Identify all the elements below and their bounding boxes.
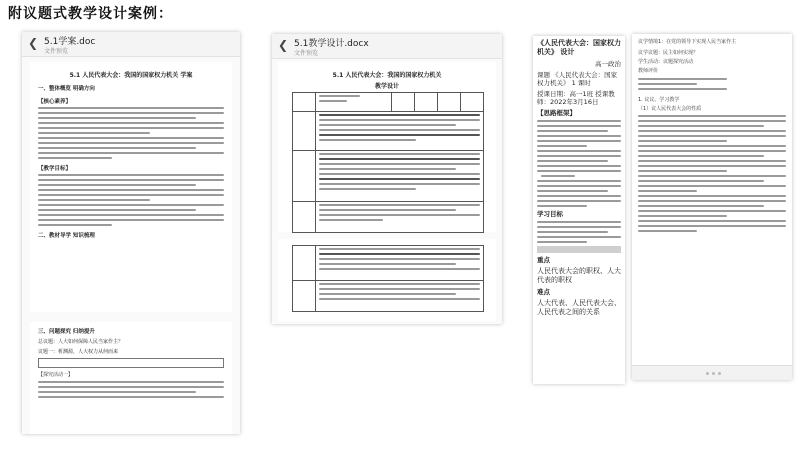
section-heading: 二、教材导学 知识梳理 — [38, 233, 95, 239]
preview-line: 学生活动：议题探究活动 — [638, 59, 694, 65]
file-subtitle: 文件预览 — [44, 48, 69, 55]
mobile-preview[interactable] — [632, 34, 792, 380]
design-table — [292, 92, 484, 233]
document-title: 5.1 人民代表大会：我国的国家权力机关 — [332, 72, 442, 79]
body-text — [638, 115, 786, 232]
page-heading: 附议题式教学设计案例： — [8, 6, 173, 22]
section-heading: 三、问题探究 归纳提升 — [38, 329, 95, 335]
chevron-left-icon[interactable]: ❮ — [278, 38, 289, 52]
key-points-heading: 重点 — [537, 256, 550, 264]
chevron-left-icon[interactable]: ❮ — [28, 36, 39, 50]
lesson-plan-preview[interactable] — [533, 36, 625, 384]
body-text — [638, 78, 786, 90]
section-heading: 1. 议议、学习教学 — [638, 97, 680, 103]
document-title: 《人民代表大会：国家权力机关》 设计 — [537, 39, 621, 56]
body-text — [38, 107, 224, 159]
body-text — [537, 120, 621, 207]
doc-preview-teaching-design[interactable] — [272, 34, 502, 324]
body-text — [38, 381, 224, 398]
answer-box — [38, 358, 224, 368]
doc-preview-study-plan[interactable] — [22, 32, 240, 434]
difficulty-heading: 难点 — [537, 288, 550, 296]
file-title: 5.1学案.doc — [44, 37, 96, 47]
preview-line: 议学情境1：在党的领导下实现人民当家作主 — [638, 39, 737, 45]
document-page-1 — [30, 62, 232, 312]
file-subtitle: 文件预览 — [294, 50, 319, 57]
body-text — [537, 221, 621, 243]
preview-header — [22, 32, 240, 57]
document-page-2 — [278, 239, 496, 321]
difficulty-text: 人大代表、人民代表大会、人民代表之间的关系 — [537, 299, 621, 316]
topic-line: 总议题：人大如何保障人民当家作主？ — [38, 339, 124, 345]
preview-footer — [632, 365, 792, 380]
file-title: 5.1教学设计.docx — [294, 39, 369, 49]
sub-heading: （1）议人民代表大会的性质 — [638, 106, 702, 112]
design-table-continued — [292, 245, 484, 312]
document-subtitle: 教学设计 — [374, 83, 399, 90]
document-page-1 — [278, 62, 496, 232]
section-heading: 【教学目标】 — [38, 166, 72, 172]
body-text — [38, 174, 224, 226]
document-page-2 — [30, 322, 232, 434]
section-heading: 【核心素养】 — [38, 99, 72, 105]
document-title: 5.1 人民代表大会：我国的国家权力机关 学案 — [69, 72, 193, 79]
topic-line: 【探究活动一】 — [38, 372, 74, 378]
preview-line: 教师评价 — [638, 68, 659, 74]
topic-line: 议题一：析渊源，人大权力从何而来 — [38, 349, 119, 355]
author-line: 高一政治 — [595, 60, 621, 68]
preview-header — [272, 34, 502, 59]
section-heading: 【思路框架】 — [537, 109, 576, 117]
key-points-text: 人民代表大会的职权、人大代表的职权 — [537, 267, 621, 284]
section-heading: 学习目标 — [537, 210, 563, 218]
section-heading: 一、整体概览 明确方向 — [38, 86, 95, 92]
highlight-bar — [537, 246, 621, 253]
preview-line: 议学议题：民主如何实现？ — [638, 50, 699, 56]
course-line: 课题 《人民代表大会：国家权力机关》 1 课时 — [537, 71, 618, 87]
date-line: 授课日期：高一1班 授课教师：2022年3月16日 — [537, 90, 615, 106]
